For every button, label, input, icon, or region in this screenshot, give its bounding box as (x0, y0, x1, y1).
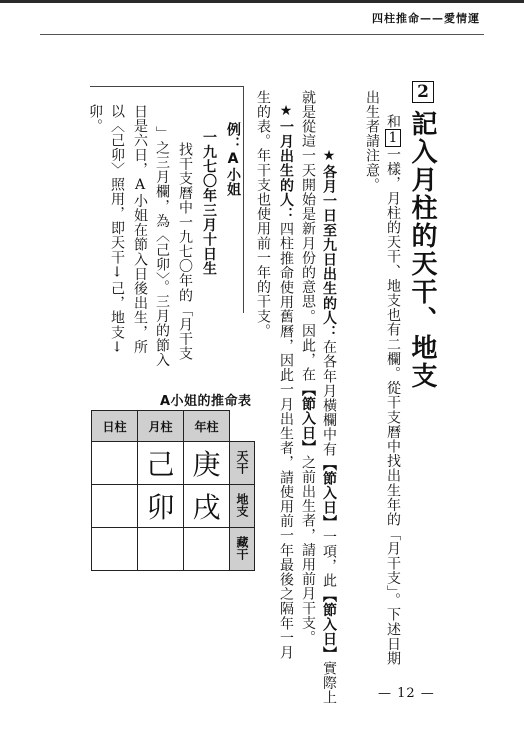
body-text: 一項，此 (321, 529, 337, 589)
cell-year-stem: 庚 (184, 442, 230, 485)
example-line-5: 卯。 (87, 104, 103, 134)
body-text: 一樣，月柱的天干、地支也有二欄。從干支曆中找出生年的「月干支」。下述日期 (385, 147, 401, 666)
cell-month-branch: 卯 (138, 485, 184, 528)
body-text: 實際上 (321, 661, 337, 705)
chart-title: A小姐的推命表 (160, 394, 252, 409)
note-heading: ★各月一日至九日出生的人： (321, 148, 337, 340)
body-text: 四柱推命使用舊曆，因此一月出生者，請使用前一年最後之隔年一月 (278, 221, 294, 660)
example-top-rule (90, 86, 244, 87)
body-text: 和 (385, 114, 401, 129)
chart-row-heavenly-stem (92, 442, 255, 485)
header-corner (230, 411, 255, 442)
body-column-5 (279, 103, 293, 660)
cell-day-branch (92, 485, 138, 528)
example-line-1: 找干支曆中一九七〇年的「月干支 (177, 142, 193, 361)
chart-row-earthly-branch (92, 485, 255, 528)
page-number: — 12 — (378, 686, 435, 701)
cell-day-stem (92, 442, 138, 485)
body-text: 在各年月橫欄中有 (321, 339, 337, 457)
column-header-month: 月柱 (138, 411, 184, 442)
column-header-day: 日柱 (92, 411, 138, 442)
body-text: 就是從這一天開始是新月份的意思。因此，在 (300, 90, 316, 382)
box-digit: 1 (385, 129, 401, 147)
bracket-term: 【節入日】 (321, 588, 337, 662)
row-label-text: 地支 (235, 492, 249, 517)
body-column-4 (301, 90, 315, 645)
note-heading: ★一月出生的人： (278, 103, 294, 222)
example-line-4: 以〈己卯〉照用，即天干↓己，地支↓ (109, 104, 125, 357)
row-label-text: 天干 (235, 449, 249, 474)
circled-number-box (385, 129, 401, 148)
body-column-1 (385, 114, 401, 666)
example-divider (243, 86, 244, 313)
section-title: 記入月柱的天干、地支 (407, 110, 437, 390)
body-column-2: 出生者請注意。 (364, 90, 380, 193)
cell-month-hidden (138, 528, 184, 571)
example-heading: 例：A小姐 (225, 122, 241, 197)
section-number-box (412, 81, 434, 103)
row-label-branch (230, 485, 255, 528)
row-label-stem (230, 442, 255, 485)
example-birthdate: 一九七〇年三月十日生 (201, 130, 217, 276)
running-header: 四柱推命——愛情運 (372, 12, 480, 25)
chart-header-row (92, 411, 255, 442)
cell-day-hidden (92, 528, 138, 571)
cell-month-stem: 己 (138, 442, 184, 485)
destiny-chart-table (91, 410, 255, 571)
cell-year-branch: 戌 (184, 485, 230, 528)
example-line-3: 日是六日，A小姐在節入日後出生，所 (132, 104, 148, 355)
column-header-year: 年柱 (184, 411, 230, 442)
cell-year-hidden (184, 528, 230, 571)
example-line-2: 」之三月欄，為〈己卯〉。三月的節入 (154, 126, 170, 368)
row-label-hidden (230, 528, 255, 571)
header-rule (40, 34, 484, 35)
section-number: 2 (417, 81, 429, 102)
body-column-6: 生的表。年干支也使用前一年的干支。 (255, 90, 271, 339)
body-column-3 (322, 148, 336, 705)
bracket-term: 【節入日】 (300, 382, 316, 455)
bracket-term: 【節入日】 (321, 456, 337, 530)
body-text: 之前出生者，請用前月干支。 (300, 455, 316, 645)
chart-row-hidden-stem (92, 528, 255, 571)
row-label-text: 藏干 (235, 535, 249, 560)
top-border (0, 0, 524, 3)
